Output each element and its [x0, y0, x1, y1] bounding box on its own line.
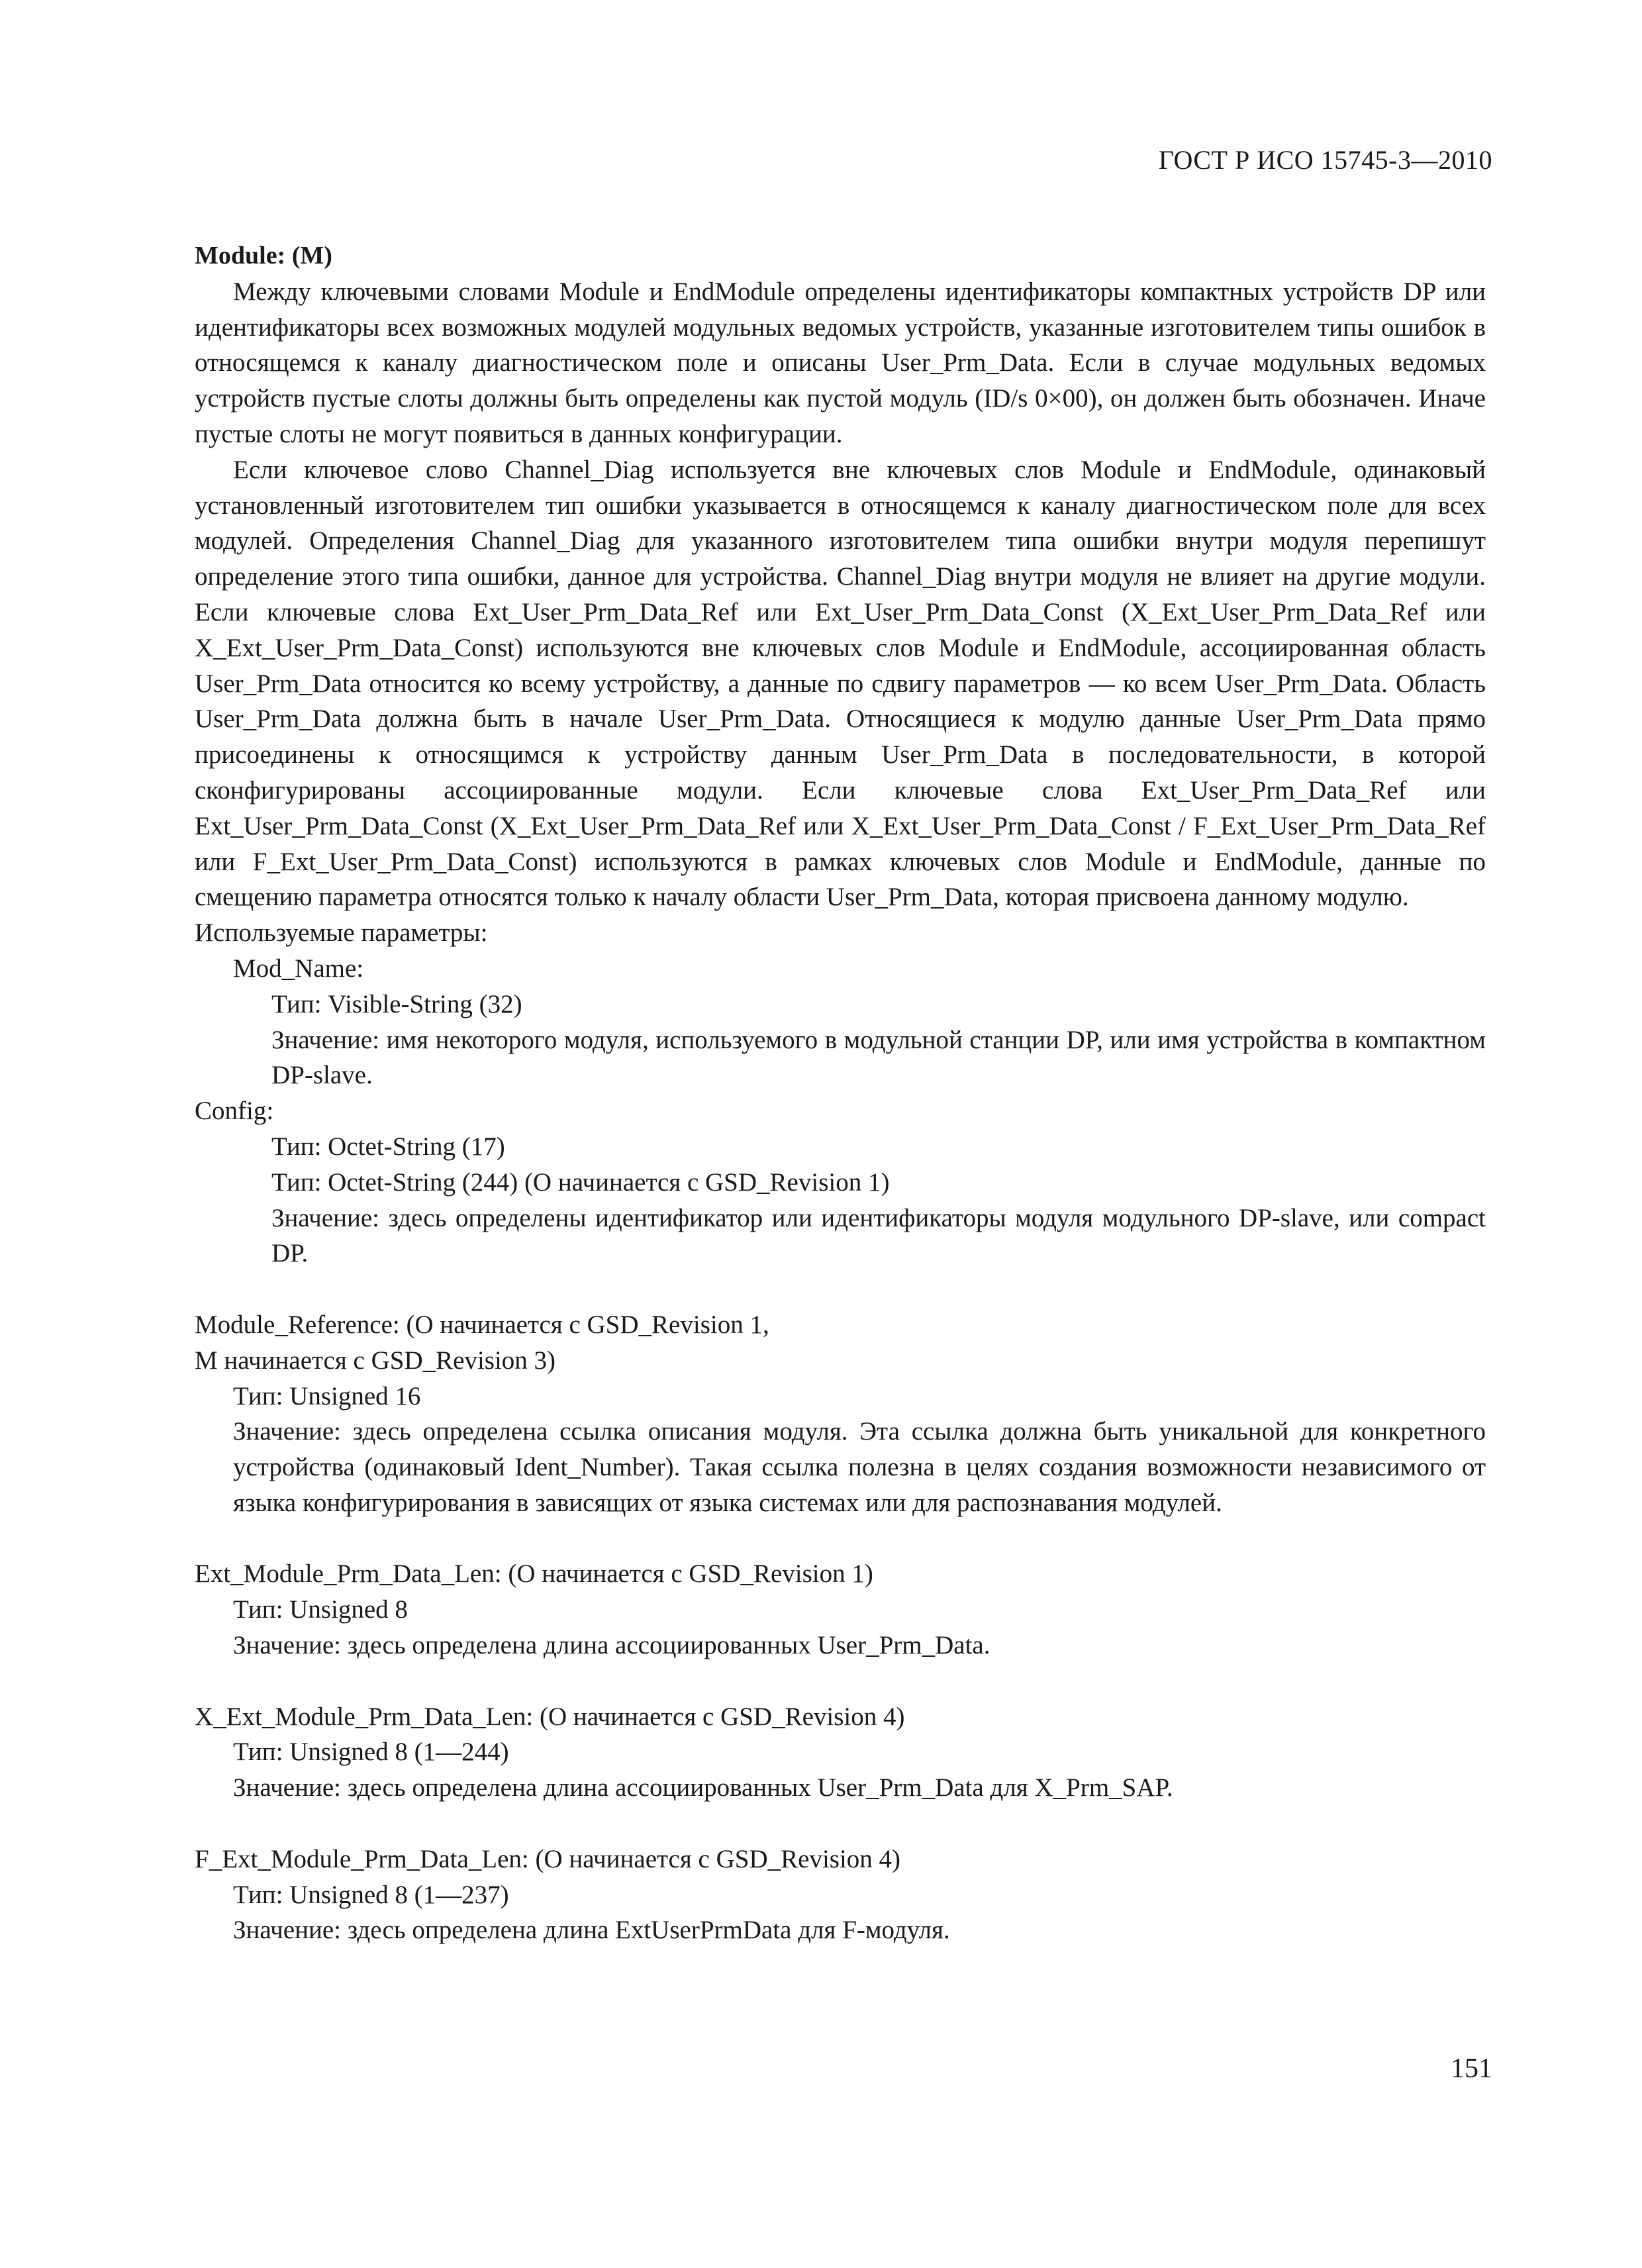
module-reference-type: Тип: Unsigned 16 — [233, 1381, 421, 1410]
params-heading: Используемые параметры: — [195, 918, 488, 948]
x-ext-module-prm-label: X_Ext_Module_Prm_Data_Len: (О начинается с GSD_Revision 4) — [195, 1702, 905, 1731]
ext-module-prm-label: Ext_Module_Prm_Data_Len: (О начинается с GSD_Revision 1) — [195, 1559, 873, 1589]
section-title: Module: (M) — [195, 242, 332, 270]
document-body — [195, 238, 1486, 1948]
f-ext-module-prm-value: Значение: здесь определена длина ExtUserPrmData для F-модуля. — [233, 1916, 950, 1945]
paragraph-2: Если ключевое слово Channel_Diag используется вне ключевых слов Module и EndModule, одинаковый установленный изготовителем тип ошибки указывается в относящемся к каналу диагностическом поле для всех модулей. Определения Channel_Diag для указанного изготовителем типа ошибки внутри модуля перепишут определение этого типа ошибки, данное для устройства. Channel_Diag внутри модуля не влияет на другие модули. Если ключевые слова Ext_User_Prm_Data_Ref или Ext_User_Prm_Data_Const (X_Ext_User_Prm_Data_Ref или X_Ext_User_Prm_Data_Const) используются вне ключевых слов Module и EndModule, ассоциированная область User_Prm_Data относится ко всему устройству, а данные по сдвигу параметров — ко всем User_Prm_Data. Область User_Prm_Data должна быть в начале User_Prm_Data. Относящиеся к модулю данные User_Prm_Data прямо присоединены к относящимся к устройству данным User_Prm_Data в последовательности, в которой сконфигурированы ассоциированные модули. Если ключевые слова Ext_User_Prm_Data_Ref или Ext_User_Prm_Data_Const (X_Ext_User_Prm_Data_Ref или X_Ext_User_Prm_Data_Const / F_Ext_User_Prm_Data_Ref или F_Ext_User_Prm_Data_Const) используются в рамках ключевых слов Module и EndModule, данные по смещению параметра относятся только к началу области User_Prm_Data, которая присвоена данному модулю. — [195, 455, 1486, 912]
page-number: 151 — [1451, 2053, 1492, 2084]
param-mod-name-type: Тип: Visible-String (32) — [271, 989, 522, 1018]
f-ext-module-prm-type: Тип: Unsigned 8 (1—237) — [233, 1880, 509, 1909]
module-reference-label-2: М начинается с GSD_Revision 3) — [195, 1346, 556, 1375]
spacer — [195, 1521, 1486, 1557]
param-mod-name-value: Значение: имя некоторого модуля, используемого в модульной станции DP, или имя устройства в компактном DP-slave. — [271, 1025, 1486, 1090]
param-config-type-1: Тип: Octet-String (17) — [271, 1132, 505, 1161]
param-config-label: Config: — [195, 1097, 274, 1126]
x-ext-module-prm-value: Значение: здесь определена длина ассоциированных User_Prm_Data для X_Prm_SAP. — [233, 1773, 1173, 1802]
ext-module-prm-type: Тип: Unsigned 8 — [233, 1595, 408, 1624]
module-reference-label-1: Module_Reference: (О начинается с GSD_Revision 1, — [195, 1310, 769, 1339]
x-ext-module-prm-type: Тип: Unsigned 8 (1—244) — [233, 1738, 509, 1767]
spacer — [195, 1271, 1486, 1307]
ext-module-prm-value: Значение: здесь определена длина ассоциированных User_Prm_Data. — [233, 1631, 990, 1660]
param-config-value: Значение: здесь определены идентификатор или идентификаторы модуля модульного DP-slave, или compact DP. — [271, 1203, 1486, 1268]
spacer — [195, 1806, 1486, 1842]
param-mod-name-label: Mod_Name: — [233, 954, 364, 983]
param-config-type-2: Тип: Octet-String (244) (О начинается с GSD_Revision 1) — [271, 1167, 890, 1197]
paragraph-1: Между ключевыми словами Module и EndModule определены идентификаторы компактных устройств DP или идентификаторы всех возможных модулей модульных ведомых устройств, указанные изготовителем типы ошибок в относящемся к каналу диагностическом поле и описаны User_Prm_Data. Если в случае модульных ведомых устройств пустые слоты должны быть определены как пустой модуль (ID/s 0×00), он должен быть обозначен. Иначе пустые слоты не могут появиться в данных конфигурации. — [195, 277, 1486, 448]
document-header-id: ГОСТ Р ИСО 15745-3—2010 — [1158, 145, 1492, 175]
f-ext-module-prm-label: F_Ext_Module_Prm_Data_Len: (О начинается с GSD_Revision 4) — [195, 1844, 901, 1873]
spacer — [195, 1663, 1486, 1699]
module-reference-value: Значение: здесь определена ссылка описания модуля. Эта ссылка должна быть уникальной для конкретного устройства (одинаковый Ident_Number). Такая ссылка полезна в целях создания возможности независимого от языка конфигурирования в зависящих от языка системах или для распознавания модулей. — [233, 1417, 1486, 1517]
